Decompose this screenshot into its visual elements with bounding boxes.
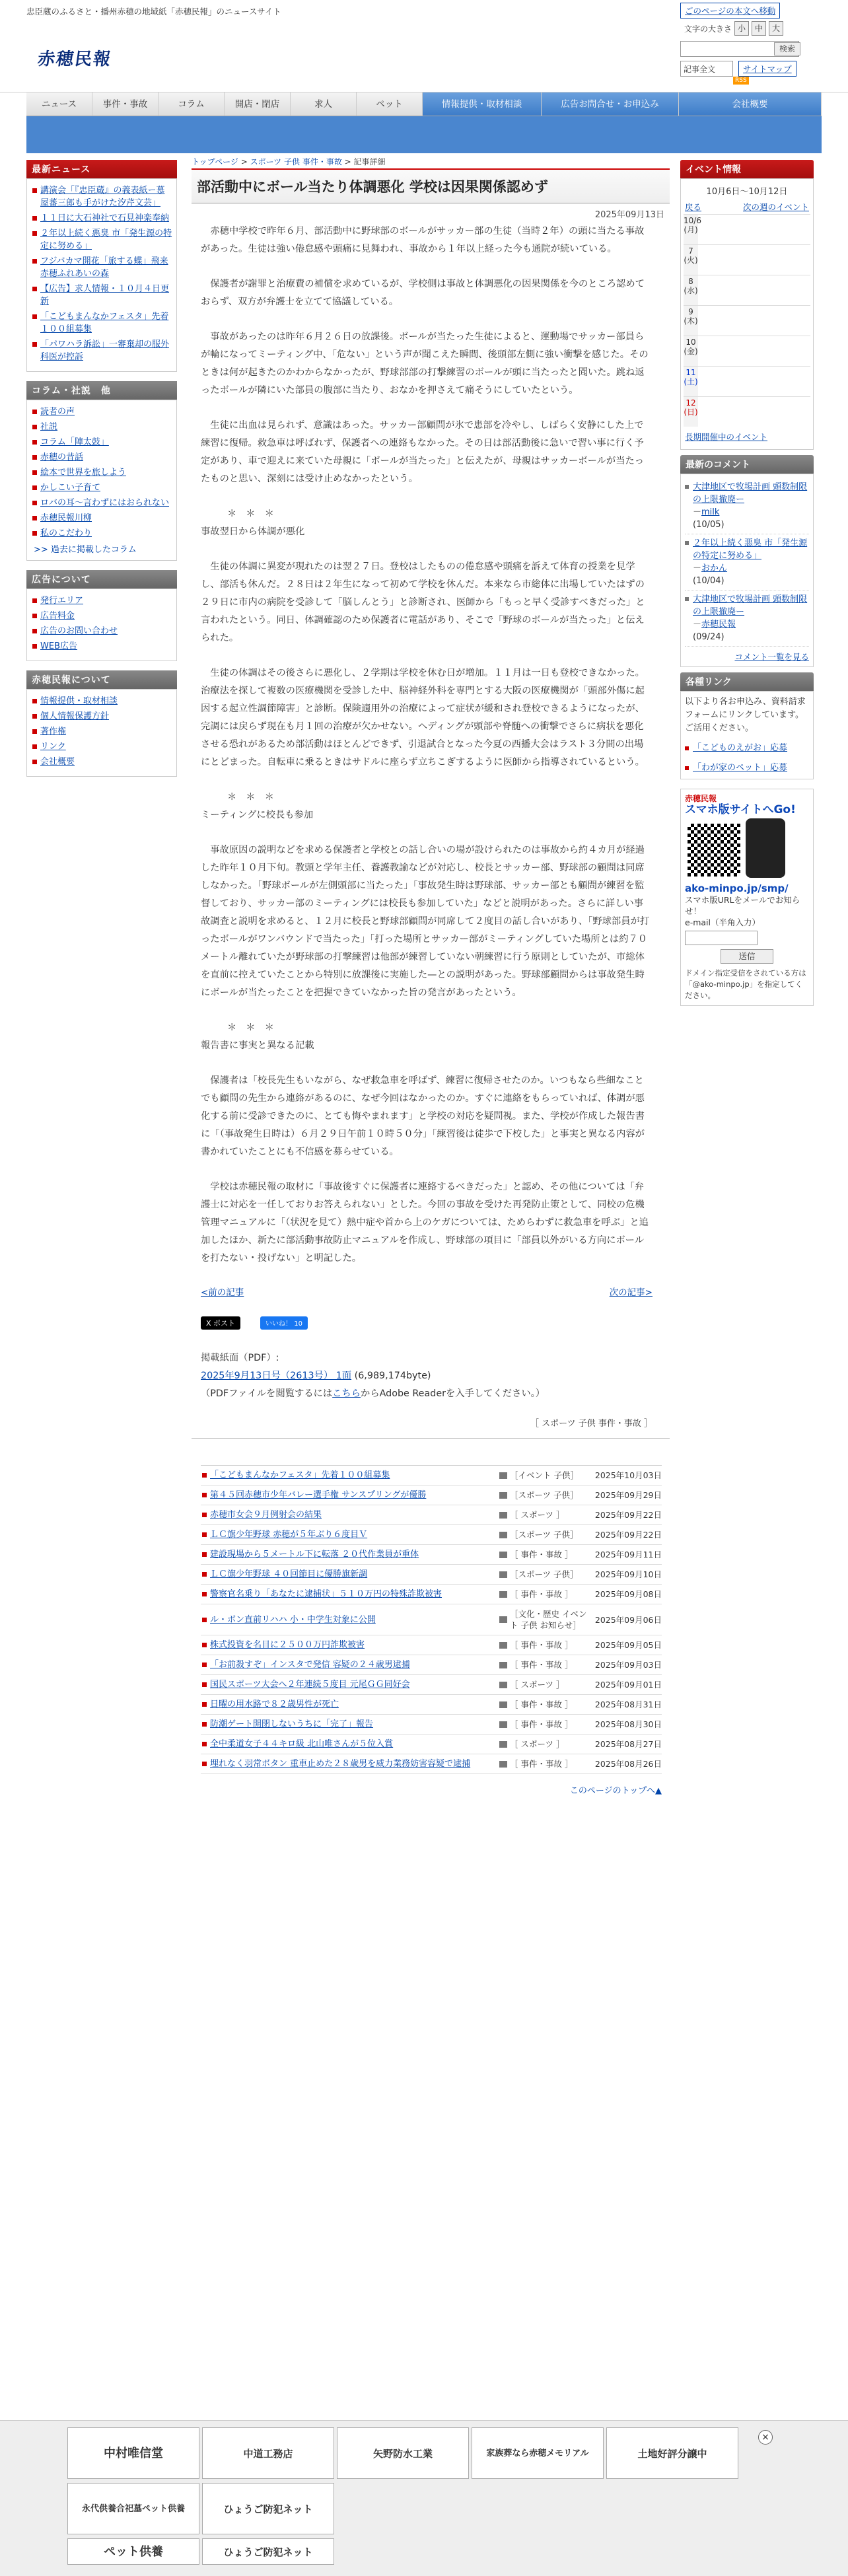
nav-tip[interactable]: 情報提供・取材相談 [423,92,542,116]
ad-info-list [26,589,177,661]
list-item[interactable]: 社説 [31,421,172,433]
comment-heading: 最新のコメント [680,455,814,474]
calendar-day [684,305,810,336]
subheading: 報告書に事実と異なる記載 [201,1040,314,1051]
related-row [201,1565,662,1585]
global-nav [26,92,822,116]
breadcrumb-incident[interactable]: 事件・事故 [302,157,342,166]
x-post-button[interactable]: X ポスト [201,1316,240,1330]
related-date: 2025年09月08日 [594,1589,662,1599]
comment-item[interactable]: 大津地区で牧場計画 頭数制限の上限撤廃ー －赤穂民報 (09/24) [685,590,809,647]
breadcrumb-top[interactable]: トップページ [192,157,238,166]
related-category[interactable]: ［ 事件・事故 ］ [510,1589,573,1599]
font-size-label: 文字の大きさ [684,24,732,34]
related-title[interactable]: 建設現場から５メートル下に転落 ２０代作業員が重体 [201,1549,497,1560]
related-row [201,1505,662,1525]
breadcrumb: トップページ > スポーツ 子供 事件・事故 > 記事詳細 [192,157,386,166]
camera-icon [499,1662,507,1668]
list-item[interactable]: １１日に大石神社で石見神楽奉納 [31,212,172,225]
links-box [680,691,814,779]
comment-list [680,474,814,667]
article-main [192,153,670,1796]
ad-banner[interactable]: ペット供養 [67,2538,199,2565]
camera-icon [499,1721,507,1728]
nav-shop[interactable]: 開店・閉店 [225,92,291,116]
paragraph: 生徒の体調に異変が現れたのは翌２７日。登校はしたものの倦怠感や頭痛を訴えて体育の授業を見学し、部活も休んだ。２８日は２年生になって初めて学校を休んだ。本来なら市総体に出場していたはずの２９日に市内の病院を受診して「脳しんとう」と診断され、医師から「もっと早く受診すべきだった」と言われたという。同日、体調確認のため保護者に電話があり、そこで「野球のボールが当たった」と伝えられた。 [201,561,645,643]
calendar-date: 10/6 (月) [684,215,698,244]
event-calendar [680,178,814,450]
ad-banner[interactable]: 矢野防水工業 [337,2427,469,2479]
related-date: 2025年09月01日 [594,1680,662,1690]
camera-icon [499,1616,507,1623]
ad-banner[interactable]: 中村唯信堂 [67,2427,199,2479]
breadcrumb-current: 記事詳細 [353,157,386,166]
related-row [201,1585,662,1604]
related-date: 2025年09月03日 [594,1660,662,1670]
related-row [201,1485,662,1505]
ad-heading: 広告について [26,570,177,589]
list-item[interactable]: リンク [31,740,172,753]
column-list [26,400,177,561]
related-category[interactable]: ［ 事件・事故 ］ [510,1699,573,1709]
site-tagline: 忠臣蔵のふるさと・播州赤穂の地域紙「赤穂民報」のニュースサイト [26,7,281,17]
qr-code-icon [688,824,740,877]
paragraph: 学校は赤穂民報の取材に「事故後すぐに保護者に連絡するべきだった」と認め、その他については「弁護士に対応を一任しておりお答えられない」とした。今回の事故を受けた再発防止策として、同校の危機管理マニュアルに「（状況を見て）熱中症や首から上のケガについては、ためらわずに救急車を呼ぶ」と追加したほか、新たに部活動事故防止マニュアルを作成し、野球部の項目に「部員以外がいる方向にボールを打たない・投げない」と明記した。 [201,1182,649,1264]
related-category[interactable]: ［ 事件・事故 ］ [510,1640,573,1650]
breadcrumb-kids[interactable]: 子供 [283,157,300,166]
section-divider: ＊＊＊ [227,1022,283,1033]
camera-icon [499,1472,507,1479]
camera-icon [499,1591,507,1598]
related-title[interactable]: ル・ボン直前リハハ 小・中学生対象に公開 [201,1614,497,1626]
related-row [201,1545,662,1565]
event-range: 10月6日〜10月12日 [706,187,788,197]
nav-news[interactable]: ニュース [26,92,92,116]
paragraph: 保護者は「校長先生もいながら、なぜ救急車を呼ばず、練習に復帰させたのか。いつもなら些細なことでも顧問の先生から連絡があるのに、なぜ今回はなかったのか。すぐに連絡をもらっていれば、体調が悪化する前に受診できたのに、とても悔やまれます」と学校の対応を疑問視。また、学校が作成した報告書に「（事故発生日時は）６月２９日午前１０時５０分」「練習後は徒歩で下校した」と事実と異なる内容が書かれていたことにも不信感を募らせている。 [201,1075,645,1157]
event-heading: イベント情報 [680,160,814,178]
calendar-day [684,244,810,275]
list-item[interactable]: かしこい子育て [31,482,172,494]
related-row [201,1655,662,1675]
related-title[interactable]: 「お前殺すぞ」インスタで発信 容疑の２４歳男逮捕 [201,1659,497,1670]
links-description: 以下より各お申込み、資料請求フォームにリンクしています。ご活用ください。 [685,697,806,733]
related-date: 2025年09月10日 [594,1569,662,1579]
related-category[interactable]: ［文化・歴史 イベント 子供 お知らせ］ [510,1609,587,1630]
related-title[interactable]: 防潮ゲート開閉しないうちに「完了」報告 [201,1719,497,1730]
search-scope-select[interactable]: 記事全文 [680,61,733,77]
list-item[interactable]: 「わが家のペット」応募 [685,762,809,775]
subheading: 事故翌日から体調が悪化 [201,526,305,537]
related-category[interactable]: ［ 事件・事故 ］ [510,1550,573,1559]
list-item[interactable]: ロバの耳〜言わずにはおられない [31,497,172,509]
font-size-medium[interactable]: 中 [752,21,766,36]
related-title[interactable]: 全中柔道女子４４キロ級 北山唯さんが５位入賞 [201,1738,497,1750]
paragraph: 事故原因の説明などを求める保護者と学校との話し合いの場が設けられたのは事故から約４カ月が経過した昨年１０月下旬。教頭と学年主任、養護教諭などが対応し、校長とサッカー部、野球部の顧問は同席しなかった。「野球ボールが左側頭部に当たった」「事故発生時は野球部、サッカー部とも顧問が練習を監督しており、サッカー部のミーティングには校長も参加していた」などと説明があった。さらに詳しい事故調査と説明を求めると、１２月に校長と野球部顧問が同席して２度目の話し合いがあり、「野球部員が打ったボールがワンバウンドで当たった」「打った場所とサッカー部がミーティングしていた場所とは約７０メートル離れていたが野球部の打撃練習は他部が練習していない朝練習に行う原則としていたが、市総体を直前に控えていたことから特別に放課後に実施した—との説明があった。野球部顧問からは事故発生時にボールが当たったことを把握できていなかった旨の発言があったという。 [201,845,650,998]
ad-banner[interactable]: 中道工務店 [202,2427,334,2479]
camera-icon [499,1642,507,1649]
calendar-day [684,336,810,366]
related-date: 2025年09月06日 [594,1614,662,1625]
comment-item[interactable]: ２年以上続く悪臭 市「発生源の特定に努める」 －おかん (10/04) [685,534,809,590]
article-tags[interactable]: ［ スポーツ 子供 事件・事故 ］ [192,1403,670,1439]
related-date: 2025年09月22日 [594,1510,662,1520]
list-item[interactable]: 私のこだわり [31,527,172,540]
font-size-small[interactable]: 小 [734,21,749,36]
calendar-date: 10 (金) [684,336,698,366]
calendar-day [684,396,810,427]
related-row [201,1695,662,1715]
related-date: 2025年10月03日 [594,1470,662,1480]
share-bar [192,1298,670,1330]
rss-icon[interactable]: RSS [733,77,749,85]
mobile-mail-text: スマホ版URLをメールでお知らせ！ [685,895,800,916]
list-item[interactable]: ２年以上続く悪臭 市「発生源の特定に努める」 [31,227,172,252]
comment-more-link[interactable]: コメント一覧を見る [734,652,809,662]
related-date: 2025年08月30日 [594,1719,662,1729]
list-item[interactable]: 赤穂の昔話 [31,451,172,464]
paragraph: 生徒の体調はその後さらに悪化し、２学期は学校を休む日が増加。１１月は一日も登校できなかった。治療法を探して複数の医療機関を受診した中、脳神経外科を専門とする大阪の医療機関が「頭部外傷に起因する起立性調節障害」と診断。保険適用外の治療によって症状が緩和され登校できるようになったが、完調には戻らず現在も月１回の治療が欠かせない。ヘディングが頭部や脊髄への衝撃でさらに病状を悪化させる恐れがあるため部活動はほとんどできず、引退試合となった今夏の西播大会はラスト３分間の出場にとどまった。自転車に乗るときはサドルに座らず立ちこぎするように医師から指導されているという。 [201,668,645,768]
site-logo[interactable]: 赤穂民報 [36,50,114,69]
mobile-brand: 赤穂民報 [685,794,717,803]
nav-incident[interactable]: 事件・事故 [92,92,159,116]
related-category[interactable]: ［スポーツ 子供］ [510,1490,579,1500]
mobile-mail-label: e-mail（半角入力） [685,917,760,927]
ad-banner[interactable]: 永代供養合祀墓ペット供養 [67,2483,199,2534]
nav-pets[interactable]: ペット [357,92,423,116]
nav-jobs[interactable]: 求人 [291,92,357,116]
related-row [201,1675,662,1695]
calendar-day [684,214,810,244]
related-title[interactable]: 国民スポーツ大会へ２年連続５度目 元尾ＧＧ同好会 [201,1679,497,1690]
prev-article-link[interactable]: <前の記事 [201,1287,244,1298]
related-date: 2025年08月27日 [594,1739,662,1749]
related-date: 2025年09月05日 [594,1640,662,1650]
calendar-date: 11 (土) [684,367,698,396]
list-item[interactable]: 「こどものえがお」応募 [685,742,809,755]
camera-icon [499,1761,507,1768]
ad-banner[interactable]: ひょうご防犯ネット [202,2483,334,2534]
close-icon[interactable]: × [758,2430,773,2445]
related-date: 2025年08月31日 [594,1699,662,1709]
calendar-date: 12 (日) [684,397,698,427]
related-row [201,1525,662,1545]
article-date: 2025年09月13日 [594,210,664,220]
site-header [0,0,848,92]
list-item[interactable]: フジバカマ開花「旅する蝶」飛来 赤穂ふれあいの森 [31,255,172,280]
list-item[interactable]: 広告のお問い合わせ [31,625,172,637]
related-category[interactable]: ［ 事件・事故 ］ [510,1660,573,1670]
paragraph: 赤穂中学校で昨年６月、部活動中に野球部のボールがサッカー部の生徒（当時２年）の頭に当たる事故があった。生徒は強い倦怠感や頭痛に見舞われ、事故から１年以上経った今も通院が続いている。 [201,226,645,254]
related-category[interactable]: ［ スポーツ ］ [510,1680,565,1690]
links-heading: 各種リンク [680,672,814,691]
list-item[interactable]: WEB広告 [31,640,172,653]
list-item[interactable]: 絵本で世界を旅しよう [31,466,172,479]
related-row [201,1635,662,1655]
related-date: 2025年09月22日 [594,1530,662,1540]
footer-ad-bar [0,2420,848,2576]
comment-item[interactable]: 大津地区で牧場計画 頭数制限の上限撤廃ー －milk (10/05) [685,478,809,534]
list-item[interactable]: 個人情報保護方針 [31,710,172,723]
section-divider: ＊＊＊ [227,792,283,803]
list-item[interactable]: コラム「陣太鼓」 [31,436,172,448]
left-sidebar [26,160,177,786]
related-row [201,1735,662,1754]
related-title[interactable]: 埋れなく羽常ボタン 重車止めた２８歳男を威力業務妨害容疑で逮捕 [201,1758,497,1770]
related-row [201,1604,662,1635]
related-title[interactable]: ＬＣ旗少年野球 赤穂が５年ぶり６度目Ｖ [201,1529,497,1540]
list-item[interactable]: 著作権 [31,725,172,738]
pdf-label: 掲載紙面（PDF）: [201,1353,279,1363]
related-category[interactable]: ［ スポーツ ］ [510,1510,565,1520]
list-item[interactable]: 講演会「『忠臣蔵』の義表紙ー慕屋蕃三郎も手がけた汐芹文芸」 [31,184,172,209]
sitemap-link[interactable]: サイトマップ [738,61,796,77]
camera-icon [499,1552,507,1558]
send-button[interactable]: 送信 [721,949,773,964]
camera-icon [499,1532,507,1538]
related-date: 2025年09月29日 [594,1490,662,1500]
related-title[interactable]: 「こどもまんなかフェスタ」先着１００組募集 [201,1470,497,1481]
list-item[interactable]: 情報提供・取材相談 [31,695,172,707]
pdf-link[interactable]: 2025年9月13日号（2613号） 1面 [201,1371,352,1381]
list-item[interactable]: 【広告】求人情報・１０月４日更新 [31,283,172,308]
calendar-day [684,275,810,305]
camera-icon [499,1571,507,1578]
related-title[interactable]: 株式投資を名目に２５００万円詐欺被害 [201,1639,497,1651]
paragraph: 事故があったのは昨年６月２６日の放課後。ボールが当たった生徒によると、運動場でサッカー部員らが輪になってミーティング中、「危ない」という声が聞こえた瞬間、後頭部左側に強い衝撃を感じた。そのときは何が起きたのかわからなかったが、野球部部の打撃練習のボールが頭に当たったと聞いた。跳ね返ったボールが隣にいた部員の腹部に当たり、おなかを押さえて痛そうにしていたという。 [201,332,649,396]
subheading: ミーティングに校長も参加 [201,810,314,820]
camera-icon [499,1492,507,1499]
related-category[interactable]: ［ 事件・事故 ］ [510,1759,573,1769]
related-row [201,1715,662,1735]
font-size-large[interactable]: 大 [769,21,783,36]
related-row [201,1754,662,1774]
mobile-headline: スマホ版サイトへGo! [685,803,796,816]
pdf-size: (6,989,174byte) [354,1371,431,1381]
smartphone-icon [746,818,785,878]
list-item[interactable]: 赤穂民報川柳 [31,512,172,524]
column-archive-link[interactable]: >> 過去に掲載したコラム [34,545,137,555]
calendar-date: 8 (水) [684,275,698,305]
ad-banner[interactable]: ひょうご防犯ネット [202,2538,334,2565]
article-body [192,223,670,1268]
about-heading: 赤穂民報について [26,670,177,689]
calendar-date: 9 (木) [684,306,698,336]
back-to-top-link[interactable]: このページのトップへ▲ [569,1786,662,1796]
calendar-day [684,366,810,396]
calendar-date: 7 (火) [684,245,698,275]
article-title: 部活動中にボール当たり体調悪化 学校は因果関係認めず [192,168,670,203]
related-row [201,1466,662,1485]
list-item[interactable]: 「こどもまんなかフェスタ」先着１００組募集 [31,310,172,336]
event-next-link[interactable]: 次の週のイベント [742,202,809,212]
list-item[interactable]: 広告料金 [31,610,172,622]
mobile-site-box [680,789,814,1006]
mobile-url[interactable]: ako-minpo.jp/smp/ [685,882,789,894]
skip-to-content-link[interactable]: ごのページの本文へ移動 [680,3,780,18]
nav-band [26,116,822,153]
related-title[interactable]: 警察官名乗り「あなたに逮捕状」５１０万円の特殊詐欺被害 [201,1589,497,1600]
ad-banner[interactable]: 土地好評分譲中 [606,2427,738,2479]
list-item[interactable]: 「パワハラ訴訟」一審棄却の服外科医が控訴 [31,338,172,363]
article-pager [192,1285,670,1298]
font-size-control [684,21,783,36]
event-prev-link[interactable]: 戻る [685,202,702,212]
nav-company[interactable]: 会社概要 [679,92,822,116]
related-category[interactable]: ［スポーツ 子供］ [510,1569,579,1579]
related-category[interactable]: ［イベント 子供］ [510,1470,579,1480]
related-articles [201,1465,662,1774]
latest-news-heading: 最新ニュース [26,160,177,178]
related-title[interactable]: 第４５回赤穂市少年バレー選手権 サンスプリングが優勝 [201,1489,497,1501]
ad-banner[interactable]: 家族葬なら赤穂メモリアル [472,2427,604,2479]
camera-icon [499,1512,507,1519]
search-button[interactable]: 検索 [774,42,800,55]
next-article-link[interactable]: 次の記事> [609,1287,653,1298]
latest-news-list [26,178,177,372]
adobe-link[interactable]: こちら [332,1388,361,1399]
paragraph: 保護者が謝罪と治療費の補償を求めているが、学校側は事故と体調悪化の因果関係を今のところ認めておらず、双方が弁護士を立てて協議している。 [201,279,645,307]
long-event-link[interactable]: 長期開催中のイベント [685,432,768,442]
list-item[interactable]: 読者の声 [31,406,172,418]
section-divider: ＊＊＊ [227,509,283,519]
breadcrumb-sports[interactable]: スポーツ [250,157,282,166]
related-date: 2025年08月26日 [594,1759,662,1769]
right-sidebar [680,160,814,1006]
related-category[interactable]: ［ スポーツ ］ [510,1739,565,1749]
camera-icon [499,1741,507,1748]
related-title[interactable]: 日曜の用水路で８２歳男性が死亡 [201,1699,497,1710]
pdf-section: 掲載紙面（PDF）: 2025年9月13日号（2613号） 1面 (6,989,174byte) （PDFファイルを閲覧するにはこちらからAdobe Readerを入手してください。） [192,1330,670,1403]
email-field[interactable] [685,931,758,945]
related-date: 2025年09月11日 [594,1550,662,1559]
camera-icon [499,1682,507,1688]
facebook-like-button[interactable]: いいね！ 10 [260,1316,308,1330]
about-list [26,689,177,777]
list-item[interactable]: 会社概要 [31,756,172,768]
related-category[interactable]: ［スポーツ 子供］ [510,1530,579,1540]
related-title[interactable]: 赤穂市女会９月例射会の結果 [201,1509,497,1521]
domain-note: ドメイン指定受信をされている方は「@ako-minpo.jp」を指定してください。 [685,968,806,1000]
related-category[interactable]: ［ 事件・事故 ］ [510,1719,573,1729]
paragraph: 生徒に出血は見られず、意識はあった。サッカー部顧問が氷で患部を冷やし、しばらく安静にした上で練習に復帰。救急車は呼ばれず、保護者への連絡もなかった。その日は部活動後に急いで習い事に行く予定があり、車で迎えに来ていた母親に「ボールが当たった」と伝えたが、母親はサッカーボールが当たったものと思い、深刻には受け止めなかったという。 [201,420,645,484]
related-title[interactable]: ＬＣ旗少年野球 ４０回節目に優勝旗新調 [201,1569,497,1580]
nav-column[interactable]: コラム [159,92,225,116]
column-heading: コラム・社説 他 [26,381,177,400]
list-item[interactable]: 発行エリア [31,594,172,607]
camera-icon [499,1701,507,1708]
nav-ad[interactable]: 広告お問合せ・お申込み [542,92,679,116]
